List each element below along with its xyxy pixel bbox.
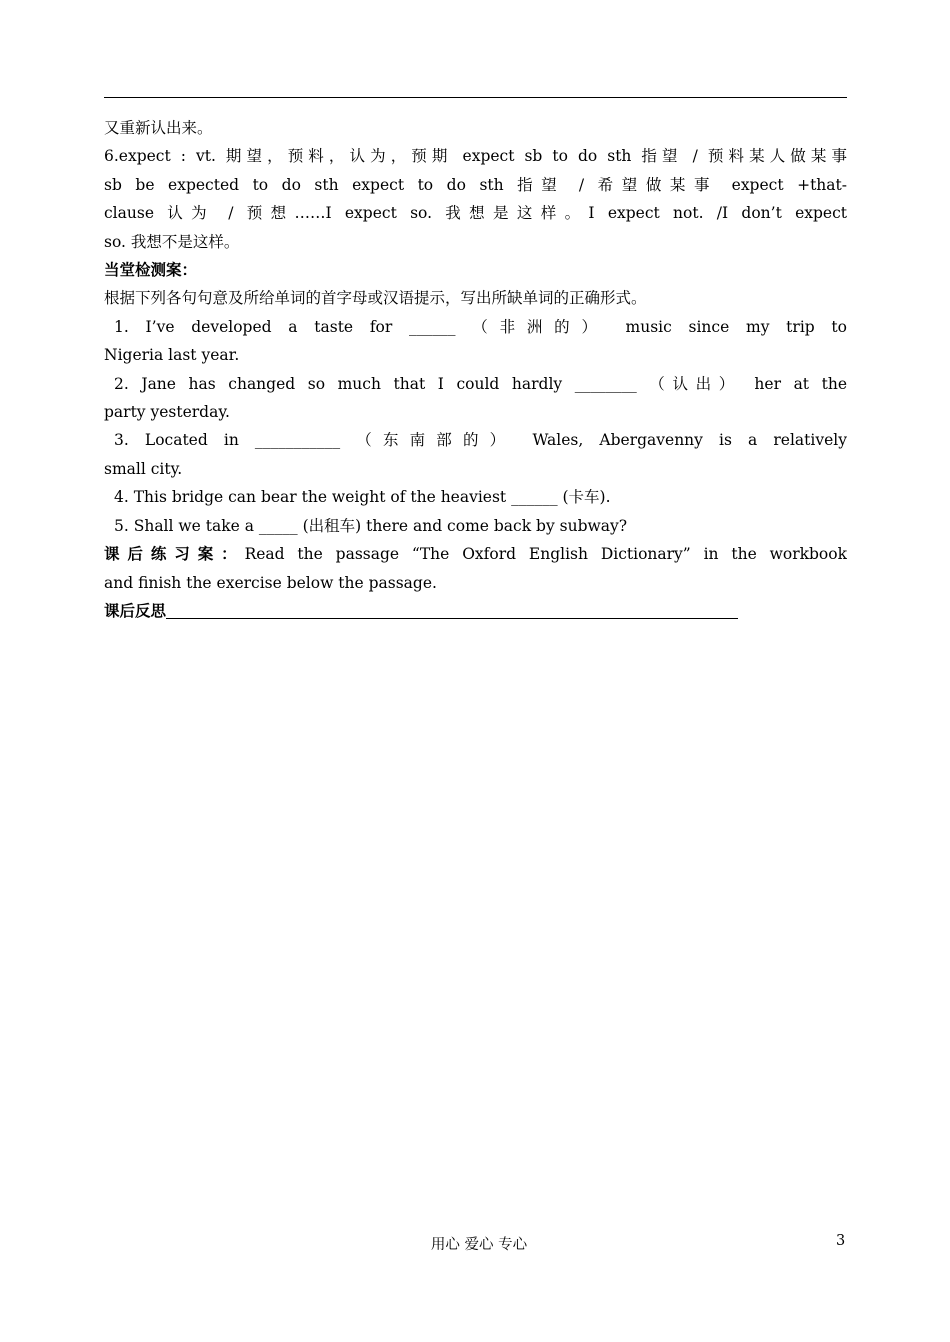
exercise-item-2-line1: 2. Jane has changed so much that I could hardly ________ （认出） her at the — [114, 374, 847, 393]
expect-definition-line: 6.expect : vt. 期望，预料，认为，预期 expect sb to do sth 指望 / 预料某人做某事 — [104, 147, 847, 166]
homework-text: Read the passage “The Oxford English Dictionary” in the workbook — [244, 545, 847, 564]
exercise-item-2-line2: party yesterday. — [104, 403, 230, 422]
page-number: 3 — [836, 1233, 846, 1249]
reflection-heading: 课后反思 — [104, 600, 167, 620]
header-rule — [104, 97, 847, 98]
page-content — [104, 114, 847, 625]
continuation-line: 又重新认出来。 — [104, 119, 213, 137]
exercise-item-1-line2: Nigeria last year. — [104, 346, 240, 365]
footer-motto: 用心 爱心 专心 — [430, 1237, 528, 1253]
expect-not-line: so. 我想不是这样。 — [104, 232, 240, 251]
homework-line2: and finish the exercise below the passage. — [104, 573, 437, 592]
classroom-test-heading: 当堂检测案： — [104, 260, 198, 280]
classroom-test-instruction: 根据下列各句句意及所给单词的首字母或汉语提示，写出所缺单词的正确形式。 — [104, 289, 647, 308]
homework-line1 — [104, 540, 847, 568]
exercise-item-4: 4. This bridge can bear the weight of the heaviest ______ (卡车). — [114, 488, 611, 507]
exercise-item-3-line1: 3. Located in ___________ （东南部的） Wales, Abergavenny is a relatively — [114, 431, 847, 450]
reflection-answer-line — [166, 598, 738, 619]
homework-heading: 课后练习案： — [104, 544, 245, 564]
expect-usage-line: sb be expected to do sth expect to do sth 指望 / 希望做某事 expect +that- — [104, 175, 847, 194]
reflection-row — [104, 597, 847, 625]
exercise-item-5: 5. Shall we take a _____ (出租车) there and come back by subway? — [114, 516, 628, 535]
exercise-item-1-line1: 1. I’ve developed a taste for ______ （非洲的） music since my trip to — [114, 317, 847, 336]
exercise-item-3-line2: small city. — [104, 459, 183, 478]
expect-clause-line: clause 认为 / 预想……I expect so. 我想是这样。I expect not. /I don’t expect — [104, 204, 847, 223]
